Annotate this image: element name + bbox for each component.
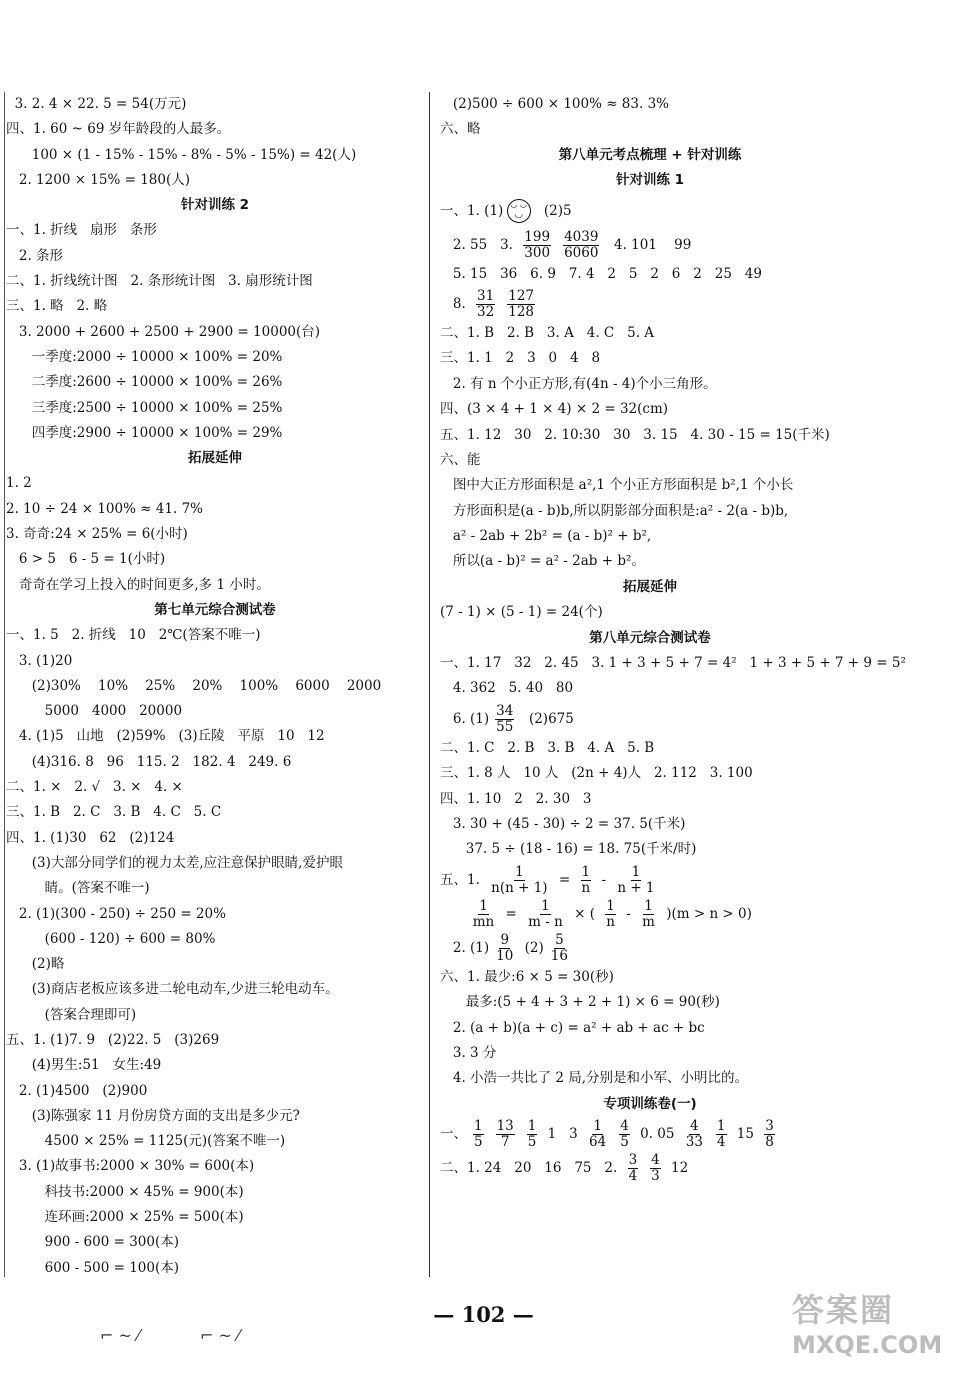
fraction-denominator: 55 <box>496 718 514 735</box>
answer-line <box>440 194 860 228</box>
answer-line: 六、能 <box>440 451 481 468</box>
answer-line: 连环画:2000 × 25% = 500(本) <box>6 1209 244 1226</box>
left-margin-rule <box>4 92 5 1277</box>
fraction-numerator: 4039 <box>564 228 599 245</box>
answer-line: 三、1. 8 人 10 人 (2n + 4)人 2. 112 3. 100 <box>440 765 753 782</box>
answer-line: 6 > 5 6 - 5 = 1(小时) <box>6 551 166 568</box>
answer-line <box>440 1117 860 1151</box>
answer-line: 五、1. 12 30 2. 10:30 30 3. 15 4. 30 - 15 = 15(千米) <box>440 426 830 443</box>
answer-line: 一季度:2000 ÷ 10000 × 100% = 20% <box>6 348 283 365</box>
answer-line: (3)大部分同学们的视力太差,应注意保护眼睛,爱护眼 <box>6 854 343 871</box>
fraction <box>605 899 616 930</box>
fraction <box>650 1153 661 1184</box>
answer-line: 37. 5 ÷ (18 - 16) = 18. 75(千米/时) <box>440 841 697 858</box>
answer-line: 睛。(答案不唯一) <box>6 880 150 897</box>
fraction-numerator: 1 <box>515 863 524 880</box>
fraction-numerator: 1 <box>716 1118 726 1135</box>
section-heading: 针对训练 1 <box>615 172 685 189</box>
answer-line: 科技书:2000 × 45% = 900(本) <box>6 1183 244 1200</box>
fraction-denominator: m <box>642 913 655 930</box>
fraction-denominator: 7 <box>500 1134 510 1151</box>
section-heading: 专项训练卷(一) <box>603 1095 697 1112</box>
answer-line: 三、1. B 2. C 3. B 4. C 5. C <box>6 804 222 821</box>
answer-line: 3. 奇奇:24 × 25% = 6(小时) <box>6 526 188 543</box>
answer-line <box>440 702 860 736</box>
answer-line: 所以(a - b)² = a² - 2ab + b²。 <box>440 553 645 570</box>
fraction-denominator: 64 <box>589 1134 607 1151</box>
fraction-numerator: 5 <box>555 931 564 948</box>
fraction <box>764 1119 775 1150</box>
answer-line: 1. 2 <box>6 475 32 492</box>
watermark-url: MXQE.COM <box>792 1331 943 1359</box>
fraction <box>496 1119 515 1150</box>
fraction <box>495 704 514 735</box>
answer-line <box>440 897 860 931</box>
answer-text: = <box>554 871 575 888</box>
answer-line: 2. (1)4500 (2)900 <box>6 1082 148 1099</box>
answer-line: (2)略 <box>6 956 65 973</box>
fraction-numerator: 199 <box>524 228 551 245</box>
answer-line <box>440 931 860 965</box>
answer-line: 四、(3 × 4 + 1 × 4) × 2 = 32(cm) <box>440 401 669 418</box>
answer-line: (3)陈强家 11 月份房贷方面的支出是多少元? <box>6 1107 300 1124</box>
answer-line: 100 × (1 - 15% - 15% - 8% - 5% - 15%) = 42(人) <box>6 146 357 163</box>
fraction <box>490 865 548 896</box>
column-divider <box>429 92 430 1277</box>
answer-line: 900 - 600 = 300(本) <box>6 1234 179 1251</box>
answer-text: 五、1. <box>440 871 485 888</box>
answer-line: 四季度:2900 ÷ 10000 × 100% = 29% <box>6 424 283 441</box>
fraction-numerator: 1 <box>606 897 615 914</box>
answer-line: 3. (1)20 <box>6 652 73 669</box>
answer-text: 0. 05 <box>635 1126 679 1143</box>
answer-line: 六、1. 最少:6 × 5 = 30(秒) <box>440 968 614 985</box>
watermark-text: 答案圈 <box>792 1291 895 1329</box>
answer-line: 三、1. 略 2. 略 <box>6 298 108 315</box>
right-answer-column <box>440 92 906 1185</box>
fraction-numerator: 4 <box>651 1152 660 1169</box>
answer-text: 1 3 <box>543 1126 583 1143</box>
fraction <box>685 1119 704 1150</box>
fraction-denominator: 300 <box>524 244 551 261</box>
answer-line: 三、1. 1 2 3 0 4 8 <box>440 350 601 367</box>
fraction-numerator: 1 <box>581 863 591 880</box>
answer-line: (4)男生:51 女生:49 <box>6 1057 162 1074</box>
fraction <box>628 1153 639 1184</box>
fraction-numerator: 9 <box>500 931 510 948</box>
answer-line: 2. 10 ÷ 24 × 100% ≈ 41. 7% <box>6 500 203 517</box>
answer-line: 4. (1)5 山地 (2)59% (3)丘陵 平原 10 12 <box>6 728 325 745</box>
answer-text: = <box>501 905 522 922</box>
answer-line: (3)商店老板应该多进二轮电动车,少进三轮电动车。 <box>6 981 339 998</box>
answer-line: 3. 2. 4 × 22. 5 = 54(万元) <box>6 96 187 112</box>
answer-line: 一、1. 折线 扇形 条形 <box>6 222 157 239</box>
fraction-numerator: 3 <box>628 1152 638 1169</box>
fraction-denominator: n(n + 1) <box>491 879 548 896</box>
fraction-denominator: 128 <box>508 303 535 320</box>
section-heading: 针对训练 2 <box>180 197 250 214</box>
fraction-denominator: mn <box>472 913 495 930</box>
answer-line <box>440 863 860 897</box>
answer-line: 3. 2000 + 2600 + 2500 + 2900 = 10000(台) <box>6 323 321 340</box>
answer-line: (7 - 1) × (5 - 1) = 24(个) <box>440 604 603 621</box>
section-heading: 拓展延伸 <box>623 578 677 595</box>
fraction-numerator: 1 <box>644 897 653 914</box>
answer-line: 2. (1)(300 - 250) ÷ 250 = 20% <box>6 905 226 922</box>
fraction-numerator: 13 <box>496 1118 514 1135</box>
fraction <box>580 865 591 896</box>
answer-text: - <box>597 871 611 888</box>
answer-line: 2. 1200 × 15% = 180(人) <box>6 171 190 188</box>
answer-text: - <box>621 905 636 922</box>
answer-line: 3. 30 + (45 - 30) ÷ 2 = 37. 5(千米) <box>440 815 686 832</box>
answer-text: (2) <box>520 939 544 956</box>
answer-line: 4. 362 5. 40 80 <box>440 680 574 697</box>
fraction-denominator: 16 <box>550 947 568 964</box>
answer-line <box>440 1151 860 1185</box>
answer-line <box>440 228 860 262</box>
watermark-logo <box>792 1290 962 1368</box>
answer-line: 图中大正方形面积是 a²,1 个小正方形面积是 b²,1 个小长 <box>440 477 794 494</box>
fraction <box>716 1119 727 1150</box>
fraction-denominator: 6060 <box>564 244 599 261</box>
answer-line: 四、1. 10 2 2. 30 3 <box>440 790 592 807</box>
fraction-denominator: 8 <box>765 1134 774 1151</box>
answer-line: 5000 4000 20000 <box>6 703 183 720</box>
fraction-numerator: 1 <box>631 863 641 880</box>
fraction <box>476 289 495 320</box>
answer-line: 4. 小浩一共比了 2 局,分别是和小军、小明比的。 <box>440 1070 749 1087</box>
answer-text <box>440 906 466 922</box>
fraction <box>563 230 599 261</box>
answer-line: 3. 3 分 <box>440 1044 497 1061</box>
answer-line: 三季度:2500 ÷ 10000 × 100% = 25% <box>6 399 283 416</box>
answer-line: 一、1. 17 32 2. 45 3. 1 + 3 + 5 + 7 = 4² 1 + 3 + 5 + 7 + 9 = 5² <box>440 655 906 672</box>
answer-text: 12 <box>666 1160 689 1177</box>
answer-line: 奇奇在学习上投入的时间更多,多 1 小时。 <box>6 576 270 593</box>
answer-line: 3. (1)故事书:2000 × 30% = 600(本) <box>6 1158 255 1175</box>
answer-text: 2. 55 3. <box>440 236 518 253</box>
left-answer-column <box>6 92 424 1281</box>
fraction-numerator: 1 <box>479 897 488 914</box>
fraction <box>495 933 514 964</box>
answer-line: 五、1. (1)7. 9 (2)22. 5 (3)269 <box>6 1031 220 1048</box>
answer-text: 一、 <box>440 1126 467 1143</box>
fraction <box>616 865 655 896</box>
fraction-denominator: n + 1 <box>617 879 655 896</box>
answer-line: 2. 有 n 个小正方形,有(4n - 4)个小三角形。 <box>440 375 717 392</box>
section-heading: 第七单元综合测试卷 <box>154 601 276 618</box>
section-heading: 拓展延伸 <box>188 450 242 467</box>
fraction <box>619 1119 630 1150</box>
answer-text: 15 <box>732 1126 759 1143</box>
answer-line: 四、1. 60 ~ 69 岁年龄段的人最多。 <box>6 121 231 138</box>
answer-line: 六、略 <box>440 121 481 138</box>
answer-line: (4)316. 8 96 115. 2 182. 4 249. 6 <box>6 753 292 770</box>
section-heading: 第八单元考点梳理 + 针对训练 <box>558 146 742 163</box>
fraction-denominator: 10 <box>496 947 514 964</box>
fraction-numerator: 1 <box>541 897 550 914</box>
answer-line: (答案合理即可) <box>6 1006 137 1023</box>
fraction-denominator: n <box>606 913 615 930</box>
answer-text: )(m > n > 0) <box>661 905 752 922</box>
answer-text: 6. (1) <box>440 710 490 727</box>
answer-line: (600 - 120) ÷ 600 = 80% <box>6 930 216 947</box>
answer-text: 4. 101 99 <box>605 236 692 253</box>
fraction-numerator: 1 <box>527 1118 537 1135</box>
answer-text: (2)675 <box>520 710 574 727</box>
answer-line: 600 - 500 = 100(本) <box>6 1259 179 1276</box>
fraction <box>507 289 535 320</box>
fraction-denominator: 4 <box>628 1168 638 1185</box>
answer-line: 二、1. 折线统计图 2. 条形统计图 3. 扇形统计图 <box>6 273 313 290</box>
answer-line: 2. 条形 <box>6 247 64 264</box>
answer-line: 一、1. 5 2. 折线 10 2℃(答案不唯一) <box>6 627 261 644</box>
fraction-numerator: 34 <box>496 702 514 719</box>
fraction-denominator: 5 <box>474 1134 483 1151</box>
fraction-numerator: 127 <box>508 287 535 304</box>
answer-line: 二、1. × 2. √ 3. × 4. × <box>6 779 183 796</box>
page-number: — 102 — <box>433 1302 534 1327</box>
answer-text: 2. (1) <box>440 939 490 956</box>
fraction <box>527 1119 538 1150</box>
answer-line: 4500 × 25% = 1125(元)(答案不唯一) <box>6 1133 286 1150</box>
fraction <box>523 230 551 261</box>
fraction <box>588 1119 607 1150</box>
fraction-denominator: 4 <box>716 1134 726 1151</box>
answer-line: 二、1. B 2. B 3. A 4. C 5. A <box>440 324 655 341</box>
answer-line <box>440 287 860 321</box>
fraction-numerator: 3 <box>765 1118 774 1135</box>
fraction-denominator: 5 <box>620 1134 629 1151</box>
answer-text: 二、1. 24 20 16 75 2. <box>440 1160 622 1177</box>
fraction-denominator: 5 <box>527 1134 537 1151</box>
fraction <box>641 899 656 930</box>
answer-text: 一、1. (1) <box>440 202 504 219</box>
section-heading: 第八单元综合测试卷 <box>589 629 711 646</box>
answer-line: a² - 2ab + 2b² = (a - b)² + b², <box>440 528 652 545</box>
fraction-denominator: 3 <box>651 1168 660 1185</box>
fraction <box>473 1119 484 1150</box>
fraction-numerator: 1 <box>593 1118 602 1135</box>
fraction-denominator: n <box>581 879 591 896</box>
answer-line: 四、1. (1)30 62 (2)124 <box>6 829 175 846</box>
fraction-numerator: 1 <box>474 1118 483 1135</box>
answer-line: 2. (a + b)(a + c) = a² + ab + ac + bc <box>440 1019 705 1036</box>
answer-line: 最多:(5 + 4 + 3 + 2 + 1) × 6 = 90(秒) <box>440 994 720 1011</box>
fraction-denominator: 33 <box>685 1134 703 1151</box>
fraction <box>527 899 564 930</box>
answer-line: (2)500 ÷ 600 × 100% ≈ 83. 3% <box>440 96 669 112</box>
answer-line: (2)30% 10% 25% 20% 100% 6000 2000 <box>6 677 382 694</box>
fraction-numerator: 4 <box>690 1118 699 1135</box>
scanner-artifact: ⌐ ~ ⁄ <box>200 1326 240 1345</box>
fraction-numerator: 31 <box>477 287 495 304</box>
answer-text: × ( <box>569 905 600 922</box>
answer-line: 二、1. C 2. B 3. B 4. A 5. B <box>440 739 655 756</box>
answer-text: 8. <box>440 295 471 312</box>
smiley-face-icon <box>507 199 531 223</box>
answer-text: (2)5 <box>535 202 572 219</box>
fraction-denominator: 32 <box>477 303 495 320</box>
answer-line: 5. 15 36 6. 9 7. 4 2 5 2 6 2 25 49 <box>440 265 762 282</box>
fraction-numerator: 4 <box>620 1118 629 1135</box>
answer-line: 二季度:2600 ÷ 10000 × 100% = 26% <box>6 374 283 391</box>
fraction-denominator: m - n <box>528 913 563 930</box>
fraction <box>550 933 569 964</box>
scanner-artifact: ⌐ ~ ⁄ <box>100 1326 140 1345</box>
answer-line: 方形面积是(a - b)b,所以阴影部分面积是:a² - 2(a - b)b, <box>440 502 789 519</box>
fraction <box>472 899 496 930</box>
